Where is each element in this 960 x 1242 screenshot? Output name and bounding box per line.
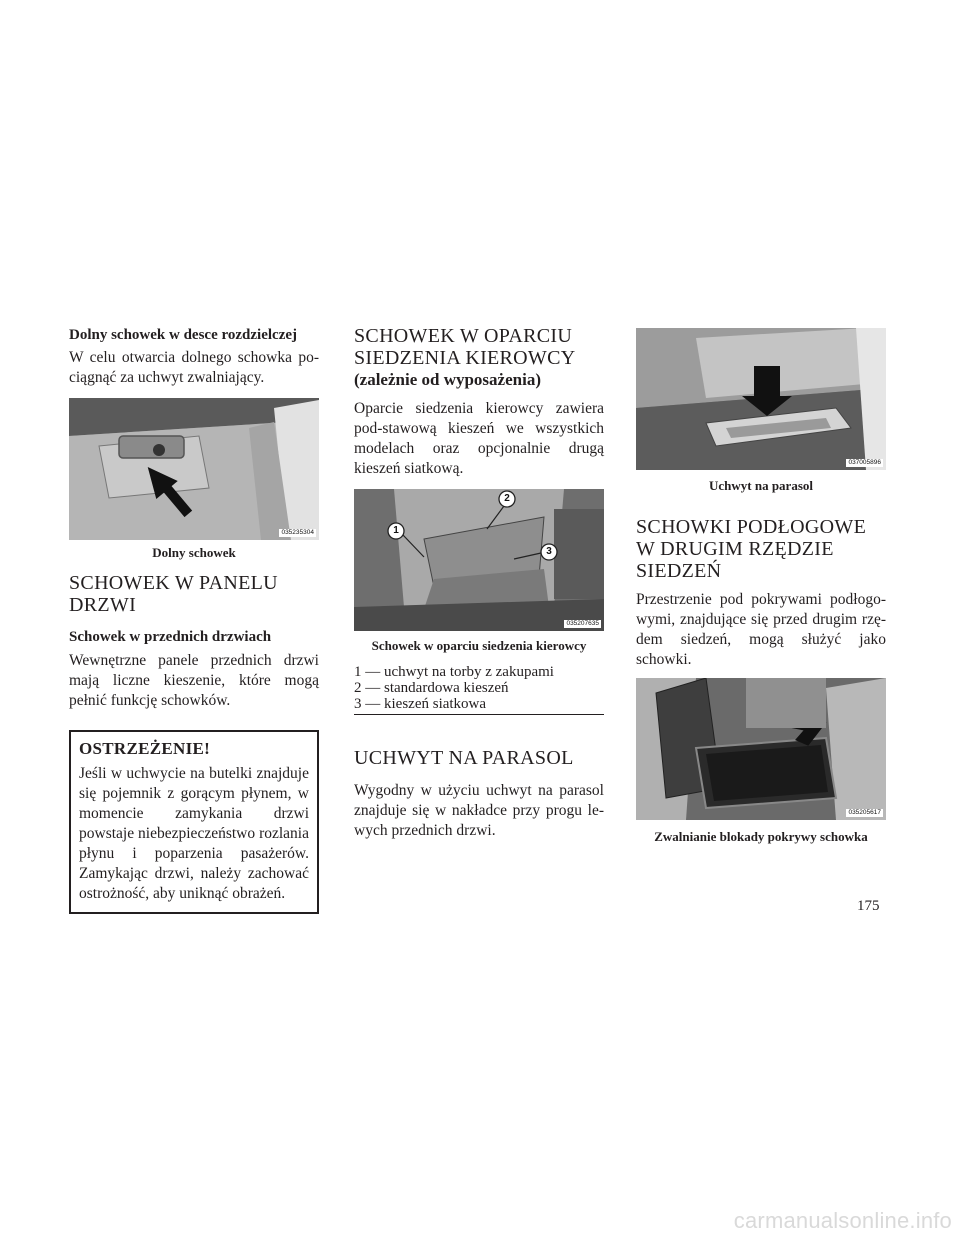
legend-item: 3 — kieszeń siatkowa xyxy=(354,696,604,715)
photo-code: 035207635 xyxy=(566,620,599,627)
front-doors-subheading: Schowek w przednich drzwiach xyxy=(69,629,272,645)
warning-text: Jeśli w uchwycie na butelki znajduje się pojemnik z gorącym płynem, w momencie zamykania drzwi powstaje niebezpieczeństwo rozlania płynu i poparzenia pasażerów. Zamykając drzwi, należy zachować ostrożność, aby uniknąć obrażeń. xyxy=(79,765,309,902)
heading-line: SCHOWEK W OPARCIU xyxy=(354,325,573,347)
umbrella-text: Wygodny w użyciu uchwyt na parasol znajduje się w nakładce przy progu le-wych przednich drzwi. xyxy=(354,782,604,839)
glovebox-photo xyxy=(69,398,319,540)
seatback-heading xyxy=(354,325,604,369)
lower-glovebox-text: W celu otwarcia dolnego schowka po-ciągnąć za uchwyt zwalniający. xyxy=(69,349,319,386)
legend-item: 2 — standardowa kieszeń xyxy=(354,680,509,696)
photo-code: 035235304 xyxy=(281,529,314,536)
floor-storage-heading xyxy=(636,516,886,582)
photo-caption: Dolny schowek xyxy=(152,545,236,560)
callout-1: 1 xyxy=(393,525,399,536)
page-number: 175 xyxy=(857,898,880,914)
heading-line: W DRUGIM RZĘDZIE xyxy=(636,538,834,560)
photo-caption: Uchwyt na parasol xyxy=(708,478,813,493)
seatback-text: Oparcie siedzenia kierowcy zawiera pod-stawową kieszeń we wszystkich modelach oraz opcjonalnie drugą kieszeń siatkową. xyxy=(354,400,604,477)
callout-legend xyxy=(354,664,604,715)
seatback-photo xyxy=(354,489,604,631)
heading-line: DRZWI xyxy=(69,594,137,616)
front-doors-text: Wewnętrzne panele przednich drzwi mają liczne kieszenie, które mogą pełnić funkcję schowków. xyxy=(69,652,319,709)
door-panel-heading xyxy=(69,572,319,616)
seatback-heading-sub: (zależnie od wyposażenia) xyxy=(354,370,541,389)
lower-glovebox-heading: Dolny schowek w desce rozdzielczej xyxy=(69,327,298,343)
floor-storage-text: Przestrzenie pod pokrywami podłogo-wymi, znajdujące się przed drugim rzę-dem siedzeń, mogą służyć jako schowki. xyxy=(636,591,886,668)
column-right xyxy=(636,325,886,845)
callout-3: 3 xyxy=(546,546,552,557)
umbrella-heading: UCHWYT NA PARASOL xyxy=(354,747,574,769)
floor-bin-photo xyxy=(636,678,886,820)
heading-line: SIEDZEŃ xyxy=(636,560,722,582)
photo-code: 035205617 xyxy=(848,809,881,816)
watermark[interactable]: carmanualsonline.info xyxy=(733,1208,952,1233)
heading-line: SCHOWKI PODŁOGOWE xyxy=(636,516,867,538)
photo-caption: Schowek w oparciu siedzenia kierowcy xyxy=(371,638,587,653)
photo-code: 037005896 xyxy=(848,459,881,466)
umbrella-holder-photo xyxy=(636,328,886,470)
warning-title: OSTRZEŻENIE! xyxy=(79,739,211,758)
warning-box xyxy=(69,730,319,914)
photo-caption: Zwalnianie blokady pokrywy schowka xyxy=(654,829,868,844)
column-left xyxy=(69,325,319,914)
column-middle xyxy=(354,325,604,841)
heading-line: SIEDZENIA KIEROWCY xyxy=(354,347,576,369)
callout-2: 2 xyxy=(504,493,510,504)
heading-line: SCHOWEK W PANELU xyxy=(69,572,278,594)
legend-item: 1 — uchwyt na torby z zakupami xyxy=(354,664,554,680)
